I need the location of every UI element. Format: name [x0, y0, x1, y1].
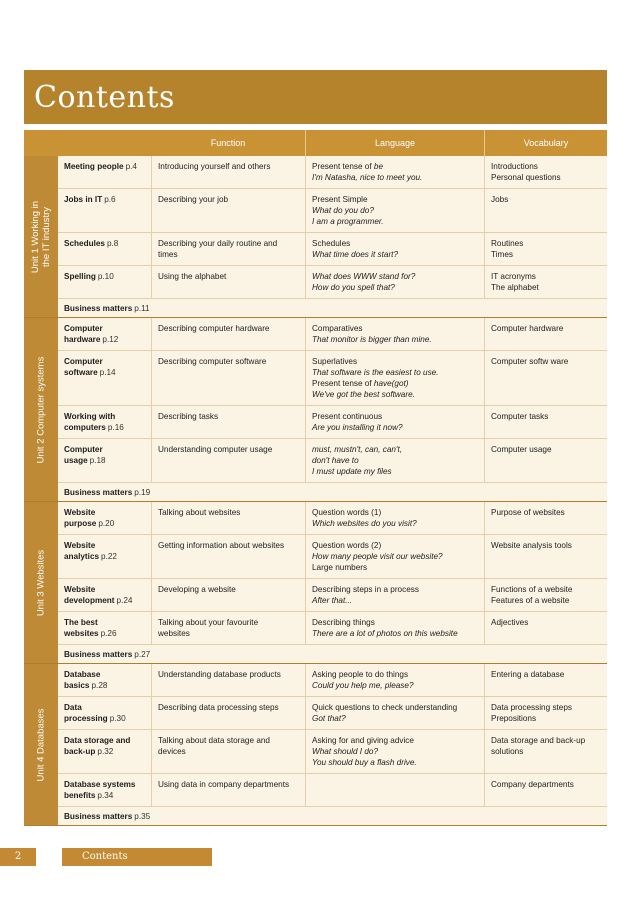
lesson-cell — [58, 664, 151, 696]
lesson-page: p.4 — [125, 162, 137, 171]
language-line — [312, 680, 480, 691]
lesson-title: Data — [64, 703, 82, 712]
function-cell — [151, 697, 305, 729]
vocabulary-text: Entering a database — [491, 670, 565, 679]
language-line — [312, 757, 480, 768]
vocabulary-cell — [484, 233, 607, 265]
table-row — [58, 664, 607, 697]
language-line — [312, 378, 480, 389]
unit-label: Unit 4 Databases — [35, 708, 47, 781]
lesson-page: p.6 — [104, 195, 116, 204]
lesson-cell — [58, 156, 151, 188]
language-line — [312, 249, 480, 260]
vocabulary-cell — [484, 439, 607, 482]
lesson-cell — [58, 318, 151, 350]
lesson-page: p.26 — [100, 629, 117, 638]
unit-rows — [58, 502, 607, 663]
function-text: Understanding computer usage — [158, 445, 273, 454]
language-line — [312, 562, 480, 573]
table-row — [58, 189, 607, 233]
vocabulary-cell — [484, 189, 607, 232]
language-line — [312, 540, 480, 551]
language-text: Large numbers — [312, 563, 368, 572]
unit-side-label — [24, 318, 58, 501]
business-matters-page: p.19 — [134, 488, 151, 497]
business-matters-row — [58, 807, 607, 825]
lesson-title: Computer — [64, 357, 103, 366]
language-text: Present tense of — [312, 162, 374, 171]
language-example: How many people visit our website? — [312, 552, 443, 561]
lesson-page: p.30 — [109, 714, 126, 723]
vocabulary-text: The alphabet — [491, 283, 539, 292]
function-cell — [151, 612, 305, 644]
lesson-page: p.12 — [102, 335, 119, 344]
business-matters-title: Business matters — [64, 488, 133, 497]
language-text: Asking for and giving advice — [312, 736, 414, 745]
language-line — [312, 422, 480, 433]
vocabulary-text: Prepositions — [491, 714, 537, 723]
lesson-page: p.34 — [97, 791, 114, 800]
vocabulary-text: Introductions — [491, 162, 538, 171]
language-line — [312, 389, 480, 400]
lesson-page: p.28 — [91, 681, 108, 690]
language-cell — [305, 406, 484, 438]
language-example: I must update my files — [312, 467, 392, 476]
vocabulary-text: Routines — [491, 239, 524, 248]
function-text: Using data in company departments — [158, 780, 290, 789]
table-row — [58, 579, 607, 612]
function-cell — [151, 351, 305, 405]
function-text: Describing your daily routine and — [158, 239, 278, 248]
lesson-title: Data storage and — [64, 736, 131, 745]
language-text: Asking people to do things — [312, 670, 409, 679]
language-line — [312, 628, 480, 639]
vocabulary-text: Purpose of websites — [491, 508, 565, 517]
vocabulary-cell — [484, 406, 607, 438]
lesson-title: Website — [64, 585, 96, 594]
language-example: What time does it start? — [312, 250, 399, 259]
lesson-cell — [58, 535, 151, 578]
language-text: Schedules — [312, 239, 351, 248]
vocabulary-text: Computer hardware — [491, 324, 564, 333]
lesson-title: Website — [64, 541, 96, 550]
language-cell — [305, 579, 484, 611]
function-cell — [151, 439, 305, 482]
language-cell — [305, 502, 484, 534]
vocabulary-text: Functions of a website — [491, 585, 573, 594]
lesson-page: p.14 — [99, 368, 116, 377]
business-matters-page: p.35 — [134, 812, 151, 821]
lesson-page: p.22 — [101, 552, 117, 561]
function-text: Developing a website — [158, 585, 236, 594]
language-line — [312, 595, 480, 606]
function-cell — [151, 579, 305, 611]
table-row — [58, 730, 607, 774]
language-example: have(got) — [373, 379, 409, 388]
table-row — [58, 233, 607, 266]
table-row — [58, 266, 607, 299]
vocabulary-text: Company departments — [491, 780, 574, 789]
language-example: After that... — [312, 596, 353, 605]
language-example: must, mustn't, can, can't, — [312, 445, 403, 454]
unit-rows — [58, 664, 607, 825]
vocabulary-text: Website analysis tools — [491, 541, 572, 550]
function-text: Talking about your favourite — [158, 618, 259, 627]
business-matters-row — [58, 645, 607, 663]
vocabulary-text: solutions — [491, 747, 524, 756]
vocabulary-cell — [484, 612, 607, 644]
language-line — [312, 584, 480, 595]
function-cell — [151, 664, 305, 696]
table-row — [58, 774, 607, 807]
lesson-title: purpose — [64, 519, 97, 528]
language-text: Describing steps in a process — [312, 585, 419, 594]
language-example: I'm Natasha, nice to meet you. — [312, 173, 423, 182]
table-row — [58, 502, 607, 535]
vocabulary-cell — [484, 579, 607, 611]
function-text: Describing data processing steps — [158, 703, 279, 712]
lesson-cell — [58, 697, 151, 729]
function-text: Using the alphabet — [158, 272, 227, 281]
contents-table — [24, 130, 607, 826]
lesson-title: Schedules — [64, 239, 105, 248]
vocabulary-cell — [484, 535, 607, 578]
table-header — [24, 130, 607, 156]
language-cell — [305, 156, 484, 188]
language-text: Present continuous — [312, 412, 383, 421]
function-text: times — [158, 250, 178, 259]
lesson-title: websites — [64, 629, 99, 638]
function-cell — [151, 406, 305, 438]
lesson-title: Spelling — [64, 272, 96, 281]
lesson-cell — [58, 439, 151, 482]
function-cell — [151, 156, 305, 188]
language-example: I am a programmer. — [312, 217, 384, 226]
page-title: Contents — [24, 70, 607, 124]
language-line — [312, 746, 480, 757]
function-cell — [151, 535, 305, 578]
lesson-cell — [58, 233, 151, 265]
vocabulary-cell — [484, 318, 607, 350]
lesson-cell — [58, 730, 151, 773]
language-text: Present Simple — [312, 195, 368, 204]
language-example: Could you help me, please? — [312, 681, 414, 690]
lesson-title: basics — [64, 681, 90, 690]
language-example: Which websites do you visit? — [312, 519, 417, 528]
language-line — [312, 713, 480, 724]
table-row — [58, 612, 607, 645]
language-line — [312, 356, 480, 367]
vocabulary-text: Data storage and back-up — [491, 736, 586, 745]
lesson-title: Database — [64, 670, 101, 679]
table-row — [58, 156, 607, 189]
language-example: What does WWW stand for? — [312, 272, 416, 281]
language-line — [312, 507, 480, 518]
lesson-cell — [58, 189, 151, 232]
function-text: Getting information about websites — [158, 541, 285, 550]
vocabulary-text: Jobs — [491, 195, 509, 204]
function-cell — [151, 730, 305, 773]
lesson-title: Computer — [64, 445, 103, 454]
unit-side-label — [24, 156, 58, 317]
vocabulary-text: Computer softw ware — [491, 357, 569, 366]
function-text: devices — [158, 747, 186, 756]
vocabulary-text: Computer usage — [491, 445, 552, 454]
unit-side-label — [24, 664, 58, 825]
unit-section — [24, 664, 607, 826]
language-line — [312, 367, 480, 378]
function-text: Talking about websites — [158, 508, 241, 517]
language-example: There are a lot of photos on this website — [312, 629, 458, 638]
lesson-title: software — [64, 368, 98, 377]
language-line — [312, 735, 480, 746]
language-cell — [305, 535, 484, 578]
page-footer — [0, 848, 638, 866]
header-vocabulary: Vocabulary — [484, 130, 607, 156]
language-line — [312, 172, 480, 183]
language-line — [312, 334, 480, 345]
unit-section — [24, 502, 607, 664]
vocabulary-cell — [484, 156, 607, 188]
unit-section — [24, 318, 607, 502]
lesson-cell — [58, 406, 151, 438]
lesson-title: hardware — [64, 335, 101, 344]
language-line — [312, 205, 480, 216]
lesson-title: Website — [64, 508, 96, 517]
unit-rows — [58, 318, 607, 501]
language-text: Describing things — [312, 618, 375, 627]
lesson-title: processing — [64, 714, 108, 723]
language-cell — [305, 774, 484, 806]
language-cell — [305, 233, 484, 265]
function-cell — [151, 318, 305, 350]
lesson-title: Meeting people — [64, 162, 124, 171]
lesson-title: development — [64, 596, 115, 605]
function-text: websites — [158, 629, 190, 638]
language-example: Are you installing it now? — [312, 423, 403, 432]
vocabulary-text: Computer tasks — [491, 412, 549, 421]
lesson-title: benefits — [64, 791, 96, 800]
language-cell — [305, 664, 484, 696]
vocabulary-cell — [484, 664, 607, 696]
vocabulary-cell — [484, 266, 607, 298]
lesson-page: p.20 — [98, 519, 115, 528]
lesson-title: Computer — [64, 324, 103, 333]
lesson-title: back-up — [64, 747, 96, 756]
language-example: Got that? — [312, 714, 346, 723]
footer-section-label: Contents — [62, 848, 212, 866]
table-row — [58, 351, 607, 406]
unit-label: Unit 2 Computer systems — [35, 356, 47, 463]
language-line — [312, 238, 480, 249]
language-line — [312, 466, 480, 477]
vocabulary-text: Adjectives — [491, 618, 529, 627]
language-text: Present tense of — [312, 379, 374, 388]
language-line — [312, 411, 480, 422]
language-line — [312, 444, 480, 455]
vocabulary-text: IT acronyms — [491, 272, 536, 281]
vocabulary-cell — [484, 730, 607, 773]
language-example: You should buy a flash drive. — [312, 758, 417, 767]
vocabulary-text: Features of a website — [491, 596, 570, 605]
language-example: We've got the best software. — [312, 390, 415, 399]
function-text: Describing your job — [158, 195, 229, 204]
language-line — [312, 323, 480, 334]
vocabulary-text: Data processing steps — [491, 703, 573, 712]
business-matters-cell — [58, 483, 258, 501]
function-text: Describing computer hardware — [158, 324, 270, 333]
language-text: Quick questions to check understanding — [312, 703, 458, 712]
header-language: Language — [305, 130, 484, 156]
function-text: Introducing yourself and others — [158, 162, 271, 171]
business-matters-title: Business matters — [64, 650, 133, 659]
unit-label: Unit 3 Websites — [35, 549, 47, 616]
language-line — [312, 216, 480, 227]
unit-rows — [58, 156, 607, 317]
language-example: don't have to — [312, 456, 359, 465]
lesson-title: The best — [64, 618, 98, 627]
lesson-page: p.24 — [116, 596, 133, 605]
lesson-cell — [58, 266, 151, 298]
language-cell — [305, 439, 484, 482]
language-line — [312, 194, 480, 205]
function-cell — [151, 502, 305, 534]
vocabulary-cell — [484, 774, 607, 806]
language-cell — [305, 266, 484, 298]
business-matters-cell — [58, 807, 258, 825]
vocabulary-cell — [484, 697, 607, 729]
vocabulary-cell — [484, 351, 607, 405]
business-matters-cell — [58, 645, 258, 663]
language-example: How do you spell that? — [312, 283, 395, 292]
function-text: Understanding database products — [158, 670, 281, 679]
vocabulary-text: Personal questions — [491, 173, 561, 182]
unit-section — [24, 156, 607, 318]
lesson-title: usage — [64, 456, 88, 465]
language-text: Superlatives — [312, 357, 358, 366]
language-line — [312, 161, 480, 172]
table-row — [58, 318, 607, 351]
function-cell — [151, 774, 305, 806]
lesson-page: p.8 — [106, 239, 119, 248]
lesson-title: Database systems — [64, 780, 136, 789]
function-text: Describing computer software — [158, 357, 267, 366]
function-text: Talking about data storage and — [158, 736, 270, 745]
page-number: 2 — [0, 848, 36, 866]
language-line — [312, 518, 480, 529]
unit-label: Unit 1 Working in the IT industry — [30, 200, 52, 273]
language-example: That monitor is bigger than mine. — [312, 335, 432, 344]
table-row — [58, 697, 607, 730]
language-example: What should I do? — [312, 747, 378, 756]
business-matters-row — [58, 483, 607, 501]
lesson-title: Jobs in IT — [64, 195, 103, 204]
table-row — [58, 406, 607, 439]
business-matters-page: p.11 — [134, 304, 150, 313]
business-matters-title: Business matters — [64, 812, 133, 821]
vocabulary-text: Times — [491, 250, 513, 259]
language-cell — [305, 612, 484, 644]
function-cell — [151, 189, 305, 232]
language-line — [312, 617, 480, 628]
language-line — [312, 551, 480, 562]
language-cell — [305, 351, 484, 405]
header-function: Function — [210, 138, 246, 148]
business-matters-title: Business matters — [64, 304, 133, 313]
lesson-cell — [58, 612, 151, 644]
lesson-title: computers — [64, 423, 106, 432]
language-example: What do you do? — [312, 206, 374, 215]
language-example: That software is the easiest to use. — [312, 368, 439, 377]
language-line — [312, 271, 480, 282]
language-line — [312, 702, 480, 713]
table-row — [58, 439, 607, 483]
language-cell — [305, 189, 484, 232]
business-matters-cell — [58, 299, 258, 317]
language-cell — [305, 730, 484, 773]
lesson-cell — [58, 502, 151, 534]
lesson-page: p.16 — [107, 423, 124, 432]
language-text: Comparatives — [312, 324, 363, 333]
lesson-title: analytics — [64, 552, 100, 561]
language-cell — [305, 697, 484, 729]
language-text: Question words (1) — [312, 508, 382, 517]
lesson-page: p.18 — [89, 456, 106, 465]
function-text: Describing tasks — [158, 412, 219, 421]
business-matters-row — [58, 299, 607, 317]
lesson-title: Working with — [64, 412, 116, 421]
lesson-cell — [58, 579, 151, 611]
language-example: be — [373, 162, 384, 171]
language-line — [312, 455, 480, 466]
lesson-cell — [58, 774, 151, 806]
business-matters-page: p.27 — [134, 650, 151, 659]
unit-side-label — [24, 502, 58, 663]
function-cell — [151, 233, 305, 265]
function-cell — [151, 266, 305, 298]
lesson-page: p.10 — [97, 272, 114, 281]
language-text: Question words (2) — [312, 541, 382, 550]
language-line — [312, 669, 480, 680]
lesson-cell — [58, 351, 151, 405]
language-cell — [305, 318, 484, 350]
lesson-page: p.32 — [97, 747, 114, 756]
table-row — [58, 535, 607, 579]
vocabulary-cell — [484, 502, 607, 534]
language-line — [312, 282, 480, 293]
